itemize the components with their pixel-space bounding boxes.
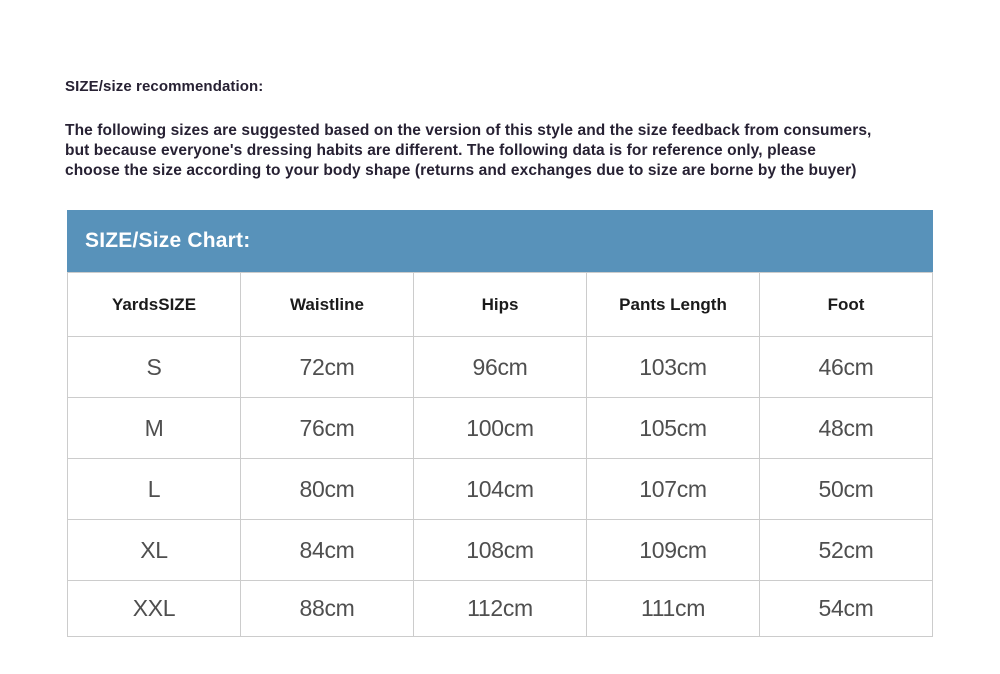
cell-size: S [68,337,241,398]
cell-foot: 50cm [760,459,933,520]
table-row-xxl [68,581,933,637]
cell-hips: 112cm [414,581,587,637]
cell-foot: 46cm [760,337,933,398]
size-chart-title-bar [67,210,933,272]
cell-waistline: 84cm [241,520,414,581]
cell-foot: 52cm [760,520,933,581]
cell-pants-length: 109cm [587,520,760,581]
table-row-xl [68,520,933,581]
recommendation-line-2: but because everyone's dressing habits are different. The following data is for reference only, please [65,142,816,159]
recommendation-line-1: The following sizes are suggested based on the version of this style and the size feedback from consumers, [65,122,872,139]
size-chart-title: SIZE/Size Chart: [85,229,251,252]
cell-size: XL [68,520,241,581]
cell-foot: 48cm [760,398,933,459]
cell-waistline: 76cm [241,398,414,459]
cell-pants-length: 103cm [587,337,760,398]
column-header-waistline: Waistline [241,273,414,337]
size-recommendation-heading: SIZE/size recommendation: [65,78,264,95]
recommendation-line-3: choose the size according to your body shape (returns and exchanges due to size are borne by the buyer) [65,162,857,179]
column-header-yards-size: YardsSIZE [68,273,241,337]
cell-waistline: 72cm [241,337,414,398]
cell-waistline: 88cm [241,581,414,637]
size-chart [67,210,933,637]
size-chart-table [67,272,933,637]
table-row-l [68,459,933,520]
cell-pants-length: 105cm [587,398,760,459]
table-header-row [68,273,933,337]
cell-hips: 104cm [414,459,587,520]
size-recommendation-paragraph [65,121,871,181]
column-header-hips: Hips [414,273,587,337]
cell-waistline: 80cm [241,459,414,520]
column-header-pants-length: Pants Length [587,273,760,337]
table-row-s [68,337,933,398]
column-header-foot: Foot [760,273,933,337]
cell-size: M [68,398,241,459]
cell-hips: 108cm [414,520,587,581]
cell-hips: 96cm [414,337,587,398]
cell-size: L [68,459,241,520]
cell-pants-length: 111cm [587,581,760,637]
table-row-m [68,398,933,459]
cell-pants-length: 107cm [587,459,760,520]
cell-size: XXL [68,581,241,637]
cell-foot: 54cm [760,581,933,637]
cell-hips: 100cm [414,398,587,459]
